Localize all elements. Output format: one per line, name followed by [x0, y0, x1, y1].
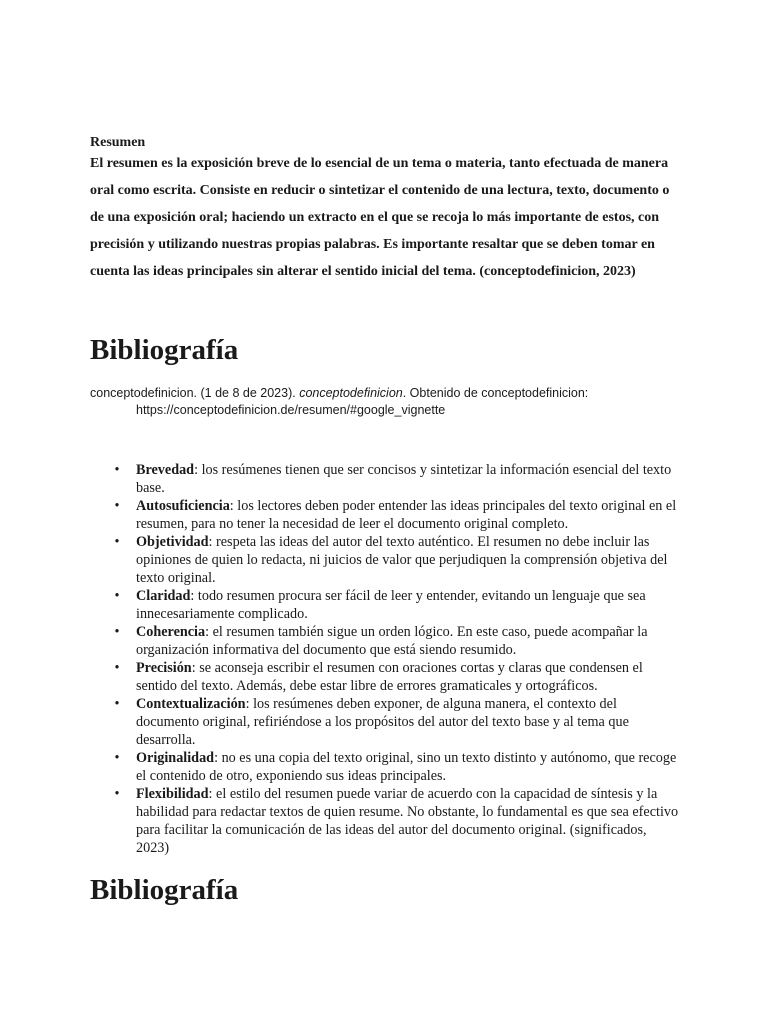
feature-item: • Brevedad: los resúmenes tienen que ser concisos y sintetizar la información esencial del texto base.: [110, 461, 680, 497]
bullet-icon: •: [114, 462, 120, 478]
citation-source: conceptodefinicion: [299, 386, 403, 400]
citation-prefix: conceptodefinicion. (1 de 8 de 2023).: [90, 386, 300, 400]
feature-term: Flexibilidad: [136, 786, 209, 802]
feature-term: Coherencia: [136, 624, 206, 640]
feature-item: • Flexibilidad: el estilo del resumen puede variar de acuerdo con la capacidad de síntesis y la habilidad para redactar textos de quien resume. No obstante, lo fundamental es que sea efectivo para facilitar la comunicación de las ideas del autor del documento original. (significados, 2023): [110, 785, 680, 857]
bibliography-url: https://conceptodefinicion.de/resumen/#google_vignette: [136, 403, 446, 417]
feature-description: todo resumen procura ser fácil de leer y entender, evitando un lenguaje que sea innecesariamente complicado.: [136, 588, 646, 622]
feature-item: • Contextualización: los resúmenes deben exponer, de alguna manera, el contexto del documento original, refiriéndose a los propósitos del autor del texto base y al tema que desarrolla.: [110, 695, 680, 749]
citation-suffix: . Obtenido de conceptodefinicion:: [402, 386, 589, 400]
feature-description: los lectores deben poder entender las ideas principales del texto original en el resumen, para no tener la necesidad de leer el documento original completo.: [136, 498, 677, 532]
feature-term: Claridad: [136, 588, 191, 604]
summary-heading: Resumen: [90, 135, 146, 150]
feature-description: el estilo del resumen puede variar de acuerdo con la capacidad de síntesis y la habilidad para redactar textos de quien resume. No obstante, lo fundamental es que sea efectivo para facilitar la comunicación de las ideas del autor del documento original. (significados, 2023): [136, 786, 679, 856]
feature-item: • Objetividad: respeta las ideas del autor del texto auténtico. El resumen no debe incluir las opiniones de quien lo redacta, ni juicios de valor que perjudiquen la comprensión objetiva del texto original.: [110, 533, 680, 587]
feature-term: Originalidad: [136, 750, 215, 766]
feature-item: • Claridad: todo resumen procura ser fácil de leer y entender, evitando un lenguaje que sea innecesariamente complicado.: [110, 587, 680, 623]
bullet-icon: •: [114, 624, 120, 640]
feature-item: • Coherencia: el resumen también sigue un orden lógico. En este caso, puede acompañar la organización informativa del documento que está siendo resumido.: [110, 623, 680, 659]
feature-item: • Originalidad: no es una copia del texto original, sino un texto distinto y autónomo, que recoge el contenido de otro, exponiendo sus ideas principales.: [110, 749, 680, 785]
bibliography-entry: [90, 385, 690, 419]
bullet-icon: •: [114, 750, 120, 766]
feature-term: Brevedad: [136, 462, 195, 478]
feature-description: los resúmenes deben exponer, de alguna manera, el contexto del documento original, refiriéndose a los propósitos del autor del texto base y al tema que desarrolla.: [136, 696, 629, 748]
feature-term: Autosuficiencia: [136, 498, 230, 514]
feature-description: el resumen también sigue un orden lógico. En este caso, puede acompañar la organización informativa del documento que está siendo resumido.: [136, 624, 648, 658]
summary-features-list: [110, 461, 680, 857]
bullet-icon: •: [114, 696, 120, 712]
feature-item: • Autosuficiencia: los lectores deben poder entender las ideas principales del texto original en el resumen, para no tener la necesidad de leer el documento original completo.: [110, 497, 680, 533]
bullet-icon: •: [114, 534, 120, 550]
bullet-icon: •: [114, 498, 120, 514]
feature-item: • Precisión: se aconseja escribir el resumen con oraciones cortas y claras que condensen el sentido del texto. Además, debe estar libre de errores gramaticales y ortográficos.: [110, 659, 680, 695]
feature-description: no es una copia del texto original, sino un texto distinto y autónomo, que recoge el contenido de otro, exponiendo sus ideas principales.: [136, 750, 677, 784]
bullet-icon: •: [114, 786, 120, 802]
summary-paragraph: El resumen es la exposición breve de lo esencial de un tema o materia, tanto efectuada de manera oral como escrita. Consiste en reducir o sintetizar el contenido de una lectura, texto, documento o de una exposición oral; haciendo un extracto en el que se recoja lo más importante de estos, con precisión y utilizando nuestras propias palabras. Es importante resaltar que se deben tomar en cuenta las ideas principales sin alterar el sentido inicial del tema. (conceptodefinicion, 2023): [90, 156, 670, 279]
feature-term: Contextualización: [136, 696, 246, 712]
feature-term: Precisión: [136, 660, 192, 676]
bullet-icon: •: [114, 660, 120, 676]
bullet-icon: •: [114, 588, 120, 604]
bibliography-title-2: Bibliografía: [90, 874, 239, 906]
feature-term: Objetividad: [136, 534, 209, 550]
feature-description: se aconseja escribir el resumen con oraciones cortas y claras que condensen el sentido del texto. Además, debe estar libre de errores gramaticales y ortográficos.: [136, 660, 643, 694]
bibliography-title: Bibliografía: [90, 334, 239, 366]
feature-description: respeta las ideas del autor del texto auténtico. El resumen no debe incluir las opiniones de quien lo redacta, ni juicios de valor que perjudiquen la comprensión objetiva del texto original.: [136, 534, 668, 586]
feature-description: los resúmenes tienen que ser concisos y sintetizar la información esencial del texto base.: [136, 462, 672, 496]
bibliography-citation: [90, 385, 690, 402]
